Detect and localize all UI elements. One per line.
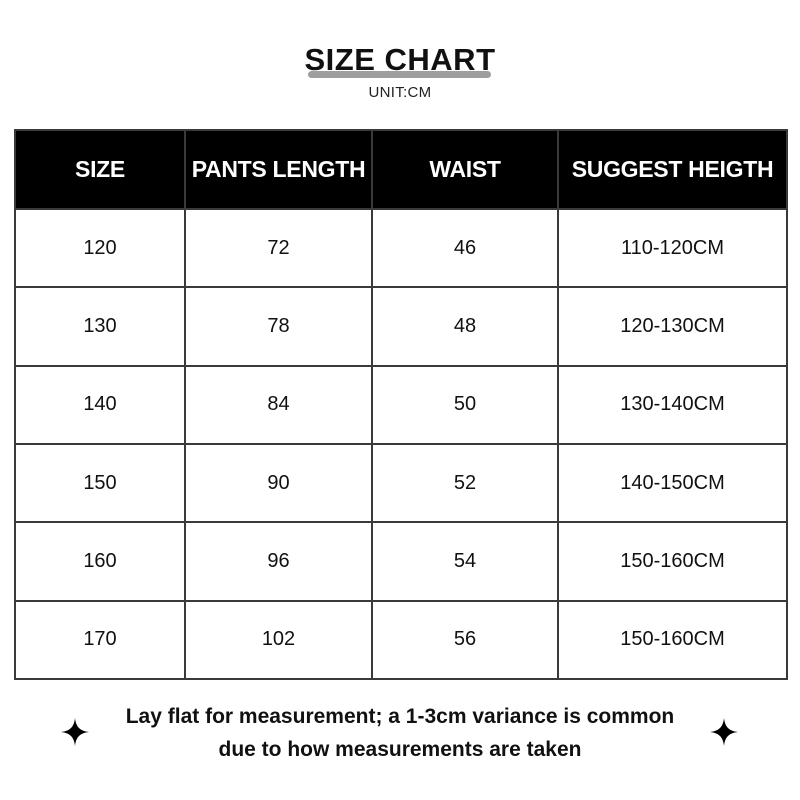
header-size: SIZE: [15, 130, 185, 209]
cell-pants-length: 96: [185, 522, 372, 600]
cell-size: 140: [15, 366, 185, 444]
cell-pants-length: 72: [185, 209, 372, 287]
cell-suggest-height: 150-160CM: [558, 601, 787, 679]
cell-waist: 48: [372, 287, 558, 365]
cell-waist: 54: [372, 522, 558, 600]
table-row: [15, 444, 787, 522]
table-row: [15, 366, 787, 444]
sparkle-icon: [710, 718, 738, 746]
header-waist: WAIST: [372, 130, 558, 209]
cell-pants-length: 78: [185, 287, 372, 365]
cell-size: 160: [15, 522, 185, 600]
measurement-note: [90, 700, 710, 766]
cell-pants-length: 84: [185, 366, 372, 444]
note-line-2: due to how measurements are taken: [218, 738, 582, 761]
cell-suggest-height: 120-130CM: [558, 287, 787, 365]
table-row: [15, 601, 787, 679]
cell-size: 120: [15, 209, 185, 287]
cell-size: 130: [15, 287, 185, 365]
header-suggest-height: SUGGEST HEIGTH: [558, 130, 787, 209]
size-chart-table: [14, 129, 788, 680]
cell-waist: 52: [372, 444, 558, 522]
cell-size: 150: [15, 444, 185, 522]
note-line-1: Lay flat for measurement; a 1-3cm variance is common: [125, 705, 675, 728]
cell-pants-length: 90: [185, 444, 372, 522]
cell-waist: 56: [372, 601, 558, 679]
cell-suggest-height: 110-120CM: [558, 209, 787, 287]
table-row: [15, 522, 787, 600]
table-header-row: [15, 130, 787, 209]
page-title: SIZE CHART: [304, 42, 496, 77]
cell-size: 170: [15, 601, 185, 679]
cell-waist: 46: [372, 209, 558, 287]
cell-suggest-height: 150-160CM: [558, 522, 787, 600]
cell-waist: 50: [372, 366, 558, 444]
table-row: [15, 287, 787, 365]
title-area: [0, 40, 800, 80]
header-pants-length: PANTS LENGTH: [185, 130, 372, 209]
cell-suggest-height: 130-140CM: [558, 366, 787, 444]
cell-pants-length: 102: [185, 601, 372, 679]
cell-suggest-height: 140-150CM: [558, 444, 787, 522]
sparkle-icon: [61, 718, 89, 746]
unit-label: UNIT:CM: [368, 84, 432, 101]
table-row: [15, 209, 787, 287]
